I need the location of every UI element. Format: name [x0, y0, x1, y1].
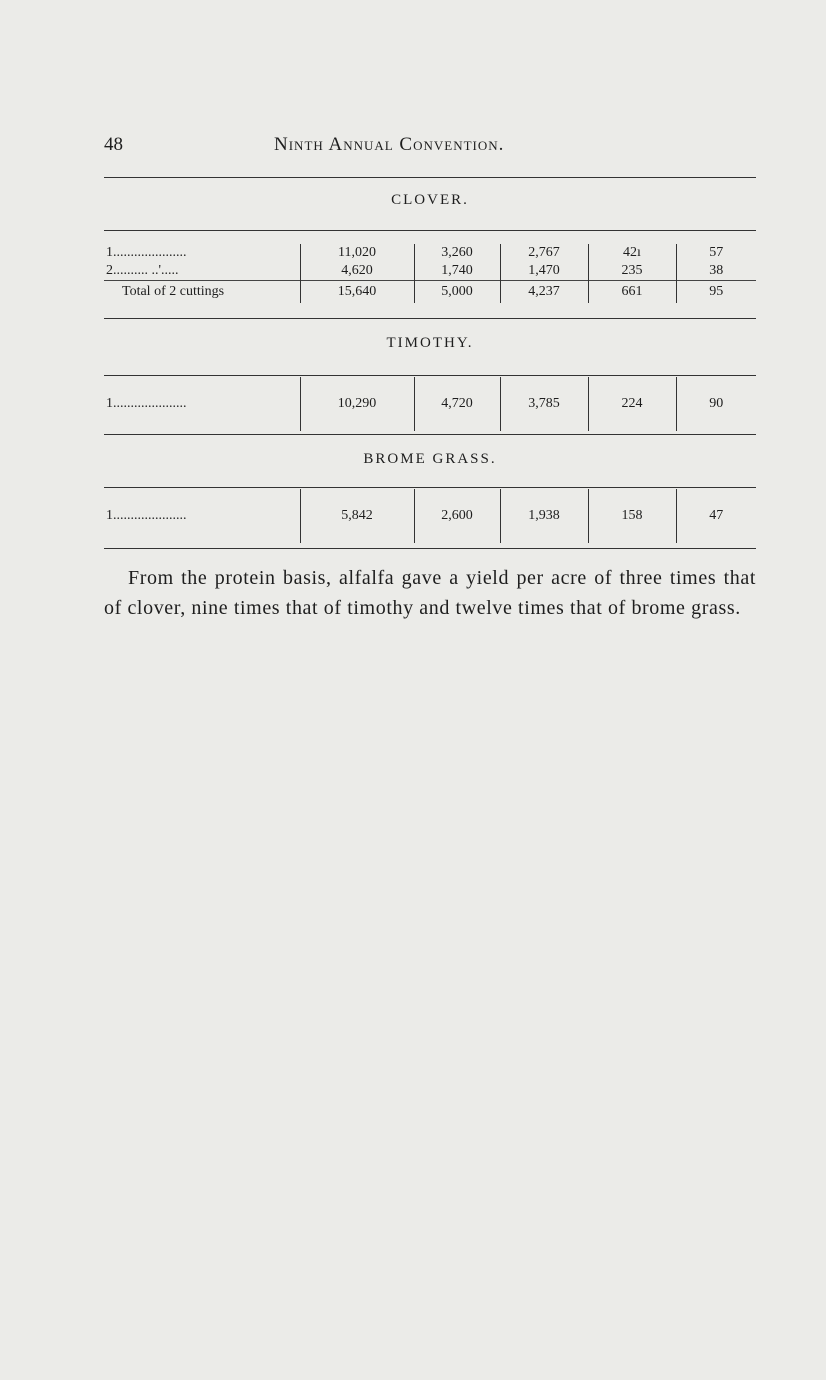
timothy-bottom-rule: [104, 434, 756, 435]
table-cell: 2,600: [414, 489, 500, 543]
table-row: [104, 262, 756, 281]
table-cell: 1,470: [500, 262, 588, 281]
brome-table: [104, 489, 756, 543]
clover-table: [104, 244, 756, 303]
table-cell: 2,767: [500, 244, 588, 262]
table-cell: 38: [676, 262, 756, 281]
row-label: 1.....................: [106, 508, 187, 523]
table-cell: 4,720: [414, 377, 500, 431]
table-cell: 1,938: [500, 489, 588, 543]
clover-section-title: CLOVER.: [391, 192, 469, 208]
page-number: 48: [104, 134, 123, 155]
row-label: 1.....................: [106, 245, 187, 260]
row-label: 1.....................: [106, 396, 187, 411]
table-cell: 10,290: [300, 377, 414, 431]
header-rule: [104, 177, 756, 178]
paragraph-text: From the protein basis, alfalfa gave a yield per acre of three times that of clover, nine times that of timothy and twelve times that of brome grass.: [104, 567, 756, 619]
brome-top-rule: [104, 487, 756, 488]
timothy-table: [104, 377, 756, 431]
table-cell: 661: [588, 281, 676, 304]
table-cell: 90: [676, 377, 756, 431]
table-cell: 235: [588, 262, 676, 281]
table-row: [104, 377, 756, 431]
table-cell: 1,740: [414, 262, 500, 281]
brome-section-title: BROME GRASS.: [363, 451, 497, 467]
table-cell: 3,260: [414, 244, 500, 262]
total-row: [104, 281, 756, 304]
table-cell: 42ı: [588, 244, 676, 262]
timothy-top-rule: [104, 375, 756, 376]
table-cell: 47: [676, 489, 756, 543]
table-cell: 5,842: [300, 489, 414, 543]
clover-bottom-rule: [104, 318, 756, 319]
table-cell: 5,000: [414, 281, 500, 304]
running-title: Ninth Annual Convention.: [274, 134, 505, 155]
clover-top-rule: [104, 230, 756, 231]
table-cell: 4,620: [300, 262, 414, 281]
table-cell: 4,237: [500, 281, 588, 304]
table-row: [104, 244, 756, 262]
table-cell: 15,640: [300, 281, 414, 304]
body-paragraph: [104, 563, 756, 623]
table-cell: 3,785: [500, 377, 588, 431]
timothy-section-title: TIMOTHY.: [386, 335, 474, 351]
table-cell: 158: [588, 489, 676, 543]
table-cell: 95: [676, 281, 756, 304]
brome-bottom-rule: [104, 548, 756, 549]
table-cell: 224: [588, 377, 676, 431]
row-label: Total of 2 cuttings: [104, 281, 300, 304]
table-cell: 57: [676, 244, 756, 262]
table-cell: 11,020: [300, 244, 414, 262]
row-label: 2.......... ..'.....: [106, 263, 179, 278]
table-row: [104, 489, 756, 543]
